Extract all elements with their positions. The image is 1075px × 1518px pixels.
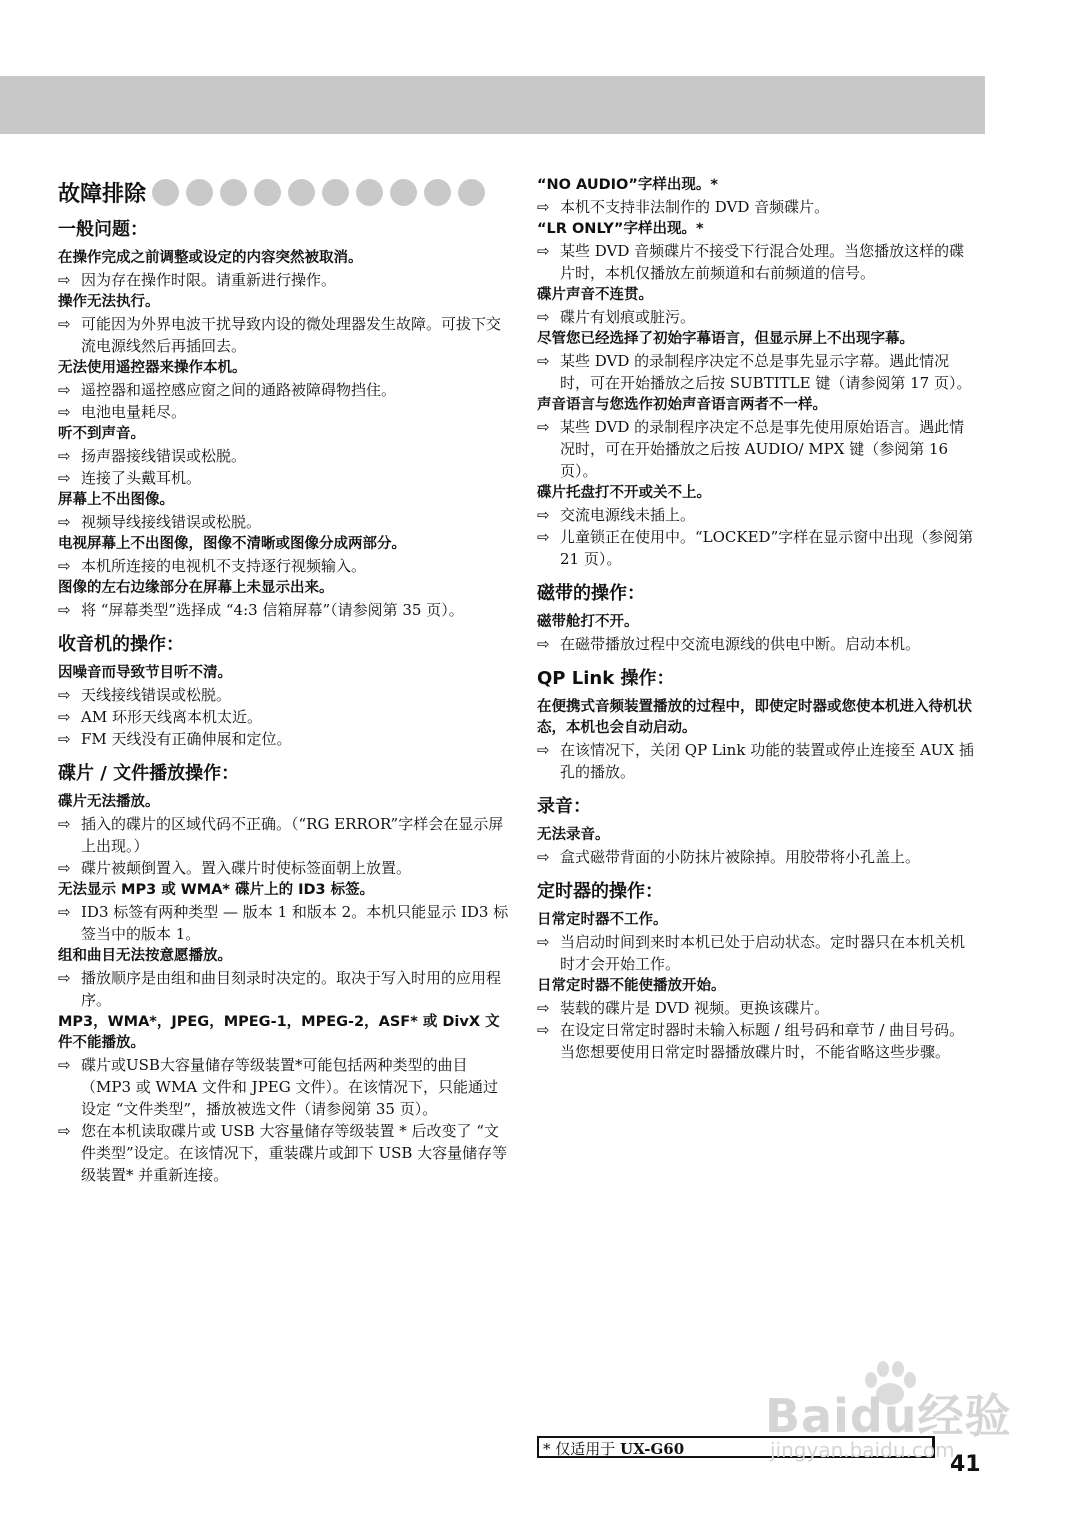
- decorative-dot: [152, 179, 179, 206]
- answer-text: 因为存在操作时限。请重新进行操作。: [81, 271, 337, 289]
- left-sections: [58, 218, 510, 1186]
- answer-text: 您在本机读取碟片或 USB 大容量储存等级装置 * 后改变了 “文件类型”设定。在该情况下，重装碟片或卸下 USB 大容量储存等级装置* 并重新连接。: [81, 1122, 508, 1184]
- question: “NO AUDIO”字样出现。*: [537, 177, 718, 193]
- answer: [58, 813, 510, 857]
- answer-text: 电池电量耗尽。: [81, 403, 187, 421]
- question: 磁带舱打不开。: [537, 614, 639, 630]
- decorative-dot: [186, 179, 213, 206]
- arrow-icon: ⇨: [58, 708, 71, 726]
- arrow-icon: ⇨: [537, 741, 550, 759]
- left-column: [58, 172, 510, 1186]
- question: 碟片声音不连贯。: [537, 287, 653, 303]
- arrow-icon: ⇨: [537, 635, 550, 653]
- answer: [537, 196, 979, 218]
- answer-text: 某些 DVD 音频碟片不接受下行混合处理。当您播放这样的碟片时，本机仅播放左前频道和右前频道的信号。: [560, 242, 965, 282]
- answer-text: 在磁带播放过程中交流电源线的供电中断。启动本机。: [560, 635, 921, 653]
- answer: [537, 504, 979, 526]
- answer-text: 盒式磁带背面的小防抹片被除掉。用胶带将小孔盖上。: [560, 848, 921, 866]
- arrow-icon: ⇨: [58, 271, 71, 289]
- answer-text: 交流电源线未插上。: [560, 506, 696, 524]
- section-heading: 一般问题：: [58, 219, 148, 240]
- question: 屏幕上不出图像。: [58, 492, 174, 508]
- arrow-icon: ⇨: [58, 1056, 71, 1074]
- arrow-icon: ⇨: [58, 403, 71, 421]
- answer-text: 遥控器和遥控感应窗之间的通路被障碍物挡住。: [81, 381, 397, 399]
- question: 日常定时器不工作。: [537, 912, 668, 928]
- answer: [537, 240, 979, 284]
- question: 在便携式音频装置播放的过程中，即使定时器或您使本机进入待机状态，本机也会自动启动。: [537, 699, 972, 736]
- arrow-icon: ⇨: [58, 859, 71, 877]
- question: 日常定时器不能使播放开始。: [537, 978, 726, 994]
- question: 尽管您已经选择了初始字幕语言，但显示屏上不出现字幕。: [537, 331, 914, 347]
- answer: [537, 306, 979, 328]
- arrow-icon: ⇨: [537, 528, 550, 546]
- answer: [58, 967, 510, 1011]
- answer-text: FM 天线没有正确伸展和定位。: [81, 730, 292, 748]
- question: 组和曲目无法按意愿播放。: [58, 948, 232, 964]
- arrow-icon: ⇨: [537, 242, 550, 260]
- section-heading: QP Link 操作：: [537, 668, 675, 689]
- arrow-icon: ⇨: [58, 557, 71, 575]
- question: 电视屏幕上不出图像，图像不清晰或图像分成两部分。: [58, 536, 406, 552]
- arrow-icon: ⇨: [537, 1021, 550, 1039]
- answer: [58, 1054, 510, 1120]
- arrow-icon: ⇨: [58, 381, 71, 399]
- section-heading: 收音机的操作：: [58, 634, 184, 655]
- answer: [537, 1019, 979, 1063]
- answer-text: 碟片或USB大容量储存等级装置*可能包括两种类型的曲目（MP3 或 WMA 文件和 JPEG 文件）。在该情况下，只能通过设定 “文件类型”，播放被选文件（请参阅第 35 页）。: [81, 1056, 498, 1118]
- question: 听不到声音。: [58, 426, 145, 442]
- answer-text: AM 环形天线离本机太近。: [81, 708, 262, 726]
- answer: [58, 901, 510, 945]
- arrow-icon: ⇨: [58, 315, 71, 333]
- answer-text: 当启动时间到来时本机已处于启动状态。定时器只在本机关机时才会开始工作。: [560, 933, 966, 973]
- answer-text: 插入的碟片的区域代码不正确。（“RG ERROR”字样会在显示屏上出现。）: [81, 815, 504, 855]
- page-number: 41: [950, 1452, 981, 1477]
- question: MP3，WMA*，JPEG，MPEG-1，MPEG-2，ASF* 或 DivX 文件不能播放。: [58, 1014, 500, 1051]
- arrow-icon: ⇨: [537, 418, 550, 436]
- arrow-icon: ⇨: [537, 999, 550, 1017]
- answer: [58, 728, 510, 750]
- answer-text: 视频导线接线错误或松脱。: [81, 513, 262, 531]
- question: 在操作完成之前调整或设定的内容突然被取消。: [58, 250, 363, 266]
- arrow-icon: ⇨: [58, 1122, 71, 1140]
- answer: [58, 1120, 510, 1186]
- answer: [58, 555, 510, 577]
- answer-text: 天线接线错误或松脱。: [81, 686, 232, 704]
- arrow-icon: ⇨: [58, 903, 71, 921]
- question: 图像的左右边缘部分在屏幕上未显示出来。: [58, 580, 334, 596]
- answer-text: 在该情况下，关闭 QP Link 功能的装置或停止连接至 AUX 插孔的播放。: [560, 741, 974, 781]
- arrow-icon: ⇨: [58, 469, 71, 487]
- header-bar: [0, 76, 985, 134]
- answer: [537, 739, 979, 783]
- arrow-icon: ⇨: [58, 730, 71, 748]
- title-row: [58, 172, 510, 212]
- answer-text: ID3 标签有两种类型 — 版本 1 和版本 2。本机只能显示 ID3 标签当中的版本 1。: [81, 903, 509, 943]
- question: 因噪音而导致节目听不清。: [58, 665, 232, 681]
- arrow-icon: ⇨: [58, 513, 71, 531]
- answer: [537, 526, 979, 570]
- decorative-dot: [458, 179, 485, 206]
- section-heading: 录音：: [537, 796, 591, 817]
- answer: [58, 401, 510, 423]
- arrow-icon: ⇨: [537, 506, 550, 524]
- question: 无法使用遥控器来操作本机。: [58, 360, 247, 376]
- answer-text: 某些 DVD 的录制程序决定不总是事先使用原始语言。遇此情况时，可在开始播放之后按 AUDIO/ MPX 键（参阅第 16 页）。: [560, 418, 965, 480]
- arrow-icon: ⇨: [537, 308, 550, 326]
- answer-text: 本机不支持非法制作的 DVD 音频碟片。: [560, 198, 830, 216]
- arrow-icon: ⇨: [58, 601, 71, 619]
- answer: [58, 269, 510, 291]
- question: 声音语言与您选作初始声音语言两者不一样。: [537, 397, 827, 413]
- arrow-icon: ⇨: [58, 686, 71, 704]
- decorative-dot: [424, 179, 451, 206]
- decorative-dot: [220, 179, 247, 206]
- section-heading: 碟片 / 文件播放操作：: [58, 763, 240, 784]
- answer-text: 某些 DVD 的录制程序决定不总是事先显示字幕。遇此情况时，可在开始播放之后按 SUBTITLE 键（请参阅第 17 页）。: [560, 352, 972, 392]
- answer-text: 播放顺序是由组和曲目刻录时决定的。取决于写入时用的应用程序。: [81, 969, 502, 1009]
- right-top-items: [537, 175, 979, 570]
- answer-text: 连接了头戴耳机。: [81, 469, 202, 487]
- answer-text: 儿童锁正在使用中。“LOCKED”字样在显示窗中出现（参阅第 21 页）。: [560, 528, 974, 568]
- decorative-dot: [390, 179, 417, 206]
- answer-text: 本机所连接的电视机不支持逐行视频输入。: [81, 557, 367, 575]
- answer: [537, 931, 979, 975]
- answer: [58, 706, 510, 728]
- answer: [58, 684, 510, 706]
- watermark-main: Baidu经验: [765, 1389, 1012, 1443]
- decorative-dot: [356, 179, 383, 206]
- answer: [58, 599, 510, 621]
- decorative-dot: [254, 179, 281, 206]
- right-column: [537, 174, 979, 1063]
- arrow-icon: ⇨: [537, 198, 550, 216]
- answer-text: 可能因为外界电波干扰导致内设的微处理器发生故障。可拔下交流电源线然后再插回去。: [81, 315, 502, 355]
- question: 操作无法执行。: [58, 294, 160, 310]
- arrow-icon: ⇨: [537, 352, 550, 370]
- answer: [58, 379, 510, 401]
- answer-text: 碟片有划痕或脏污。: [560, 308, 696, 326]
- arrow-icon: ⇨: [537, 848, 550, 866]
- arrow-icon: ⇨: [58, 815, 71, 833]
- section-heading: 定时器的操作：: [537, 881, 663, 902]
- answer-text: 碟片被颠倒置入。置入碟片时使标签面朝上放置。: [81, 859, 412, 877]
- page-title: 故障排除: [58, 181, 147, 207]
- footnote-model: UX-G60: [620, 1440, 685, 1458]
- decorative-dot: [288, 179, 315, 206]
- question: 碟片无法播放。: [58, 794, 160, 810]
- answer: [58, 313, 510, 357]
- answer-text: 将 “屏幕类型”选择成 “4:3 信箱屏幕”（请参阅第 35 页）。: [81, 601, 464, 619]
- question: 碟片托盘打不开或关不上。: [537, 485, 711, 501]
- answer: [537, 350, 979, 394]
- answer: [58, 467, 510, 489]
- answer: [58, 857, 510, 879]
- question: “LR ONLY”字样出现。*: [537, 221, 704, 237]
- answer-text: 扬声器接线错误或松脱。: [81, 447, 247, 465]
- watermark-sub: jingyan.baidu.com: [770, 1438, 955, 1462]
- right-sections: [537, 582, 979, 1063]
- decorative-dot: [322, 179, 349, 206]
- answer: [537, 846, 979, 868]
- answer-text: 在设定日常定时器时未输入标题 / 组号码和章节 / 曲目号码。当您想要使用日常定时器播放碟片时，不能省略这些步骤。: [560, 1021, 965, 1061]
- answer: [537, 997, 979, 1019]
- answer: [58, 445, 510, 467]
- watermark: [765, 1360, 1015, 1470]
- section-heading: 磁带的操作：: [537, 583, 645, 604]
- answer: [58, 511, 510, 533]
- question: 无法录音。: [537, 827, 610, 843]
- answer: [537, 416, 979, 482]
- answer: [537, 633, 979, 655]
- arrow-icon: ⇨: [58, 447, 71, 465]
- arrow-icon: ⇨: [537, 933, 550, 951]
- footnote-prefix: * 仅适用于: [543, 1440, 621, 1458]
- arrow-icon: ⇨: [58, 969, 71, 987]
- question: 无法显示 MP3 或 WMA* 碟片上的 ID3 标签。: [58, 882, 375, 898]
- answer-text: 装载的碟片是 DVD 视频。更换该碟片。: [560, 999, 830, 1017]
